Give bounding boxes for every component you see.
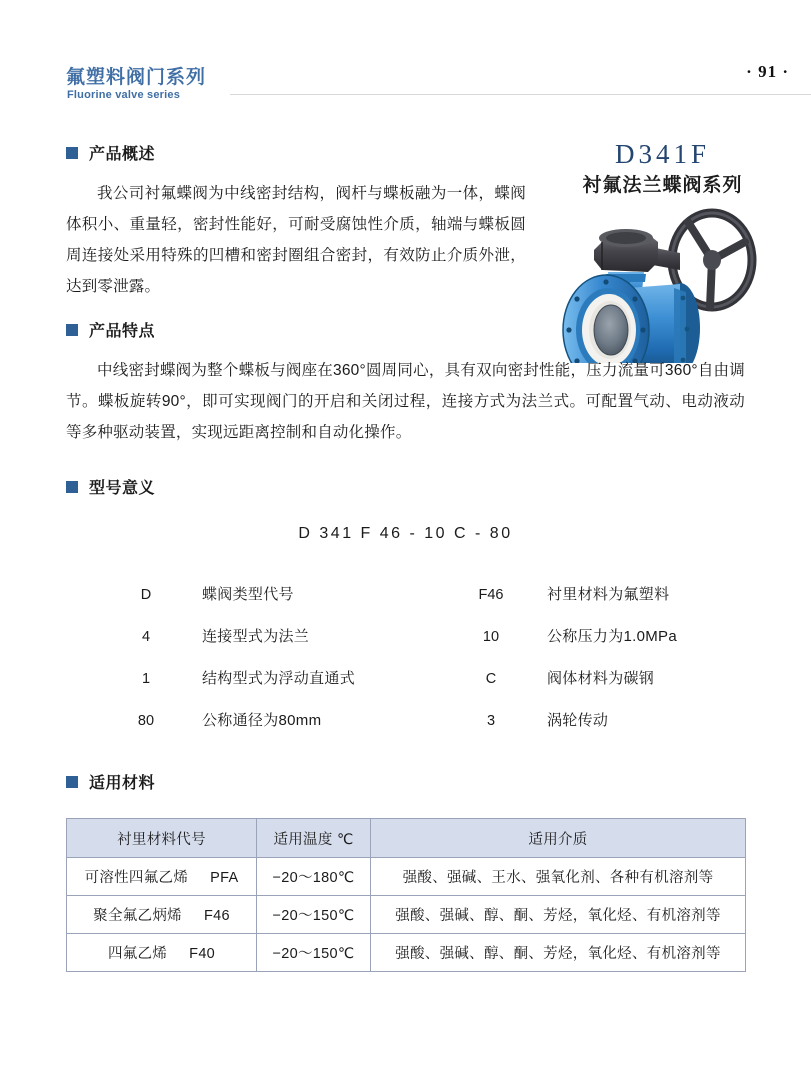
section-heading-model — [66, 475, 155, 498]
legend-item — [120, 709, 450, 751]
cell-media: 强酸、强碱、醇、酮、芳烃，氧化烃、有机溶剂等 — [371, 934, 746, 972]
legend-item — [465, 625, 765, 667]
features-paragraph: 中线密封蝶阀为整个蝶板与阀座在360°圆周同心，具有双向密封性能，压力流量可360°自由调节。蝶板旋转90°，即可实现阀门的开启和关闭过程，连接方式为法兰式。可配置气动、电动液动等多种驱动装置，实现远距离控制和自动化操作。 — [66, 362, 745, 441]
cell-temperature: −20～150℃ — [257, 934, 371, 972]
cell-liner-code — [67, 934, 257, 972]
legend-item — [465, 667, 765, 709]
legend-item — [120, 625, 450, 667]
overview-paragraph: 我公司衬氟蝶阀为中线密封结构，阀杆与蝶板融为一体，蝶阀体积小、重量轻，密封性能好，可耐受腐蚀性介质，轴端与蝶板圆周连接处采用特殊的凹槽和密封圈组合密封，有效防止介质外泄，达到零泄露。 — [66, 185, 526, 295]
legend-description: 衬里材料为氟塑料 — [547, 586, 670, 603]
legend-item — [465, 709, 765, 751]
cell-liner-code — [67, 858, 257, 896]
table-header-row — [67, 819, 746, 858]
cell-media: 强酸、强碱、醇、酮、芳烃，氧化烃、有机溶剂等 — [371, 896, 746, 934]
legend-code: 3 — [486, 713, 496, 729]
section-label: 产品特点 — [89, 323, 156, 340]
square-bullet-icon — [66, 147, 78, 159]
gearbox — [594, 229, 658, 272]
legend-item — [120, 667, 450, 709]
legend-code: 10 — [482, 629, 500, 645]
legend-code: 1 — [141, 671, 151, 687]
liner-material-name: 聚全氟乙炳烯 — [93, 908, 182, 924]
section-heading-overview — [66, 141, 155, 164]
section-heading-materials — [66, 770, 155, 793]
legend-description: 涡轮传动 — [547, 712, 609, 729]
model-legend-left-column — [120, 583, 450, 751]
table-row — [67, 858, 746, 896]
page-number: · 91 · — [746, 62, 789, 81]
product-series-name: 衬氟法兰蝶阀系列 — [582, 175, 743, 196]
legend-item — [120, 583, 450, 625]
legend-description: 公称压力为1.0MPa — [547, 628, 677, 645]
cell-temperature: −20～150℃ — [257, 896, 371, 934]
legend-item — [465, 583, 765, 625]
cell-temperature: −20～180℃ — [257, 858, 371, 896]
legend-description: 蝶阀类型代号 — [202, 586, 294, 603]
legend-code: 80 — [137, 713, 155, 729]
header-title-cn: 氟塑料阀门系列 — [66, 67, 207, 88]
legend-code: F46 — [478, 587, 504, 603]
model-code-string: D 341 F 46 - 10 C - 80 — [298, 525, 513, 542]
section-heading-features — [66, 318, 155, 341]
legend-code: C — [485, 671, 497, 687]
square-bullet-icon — [66, 324, 78, 336]
liner-material-abbr: F46 — [203, 908, 230, 924]
section-label: 适用材料 — [89, 775, 156, 792]
header-title-en: Fluorine valve series — [67, 89, 181, 101]
model-legend-right-column — [465, 583, 765, 751]
cell-media: 强酸、强碱、王水、强氧化剂、各种有机溶剂等 — [371, 858, 746, 896]
butterfly-valve-image — [540, 198, 790, 363]
legend-description: 结构型式为浮动直通式 — [202, 670, 356, 687]
legend-description: 公称通径为80mm — [202, 712, 322, 729]
page-header — [0, 62, 811, 110]
column-header-liner-code: 衬里材料代号 — [67, 819, 257, 858]
section-label: 型号意义 — [89, 480, 156, 497]
cell-liner-code — [67, 896, 257, 934]
material-table — [66, 818, 746, 972]
header-divider-rule — [230, 94, 811, 95]
liner-material-name: 四氟乙烯 — [107, 946, 168, 962]
legend-description: 连接型式为法兰 — [202, 628, 310, 645]
section-label: 产品概述 — [89, 146, 156, 163]
liner-material-name: 可溶性四氟乙烯 — [84, 870, 189, 886]
square-bullet-icon — [66, 481, 78, 493]
liner-material-abbr: PFA — [210, 870, 239, 886]
table-row — [67, 934, 746, 972]
legend-code: 4 — [141, 629, 151, 645]
column-header-media: 适用介质 — [371, 819, 746, 858]
square-bullet-icon — [66, 776, 78, 788]
product-title-block — [520, 138, 805, 199]
column-header-temperature: 适用温度 ℃ — [257, 819, 371, 858]
legend-code: D — [140, 587, 152, 603]
table-row — [67, 896, 746, 934]
product-model-code: D341F — [614, 139, 710, 169]
liner-material-abbr: F40 — [189, 946, 216, 962]
legend-description: 阀体材料为碳钢 — [547, 670, 655, 687]
